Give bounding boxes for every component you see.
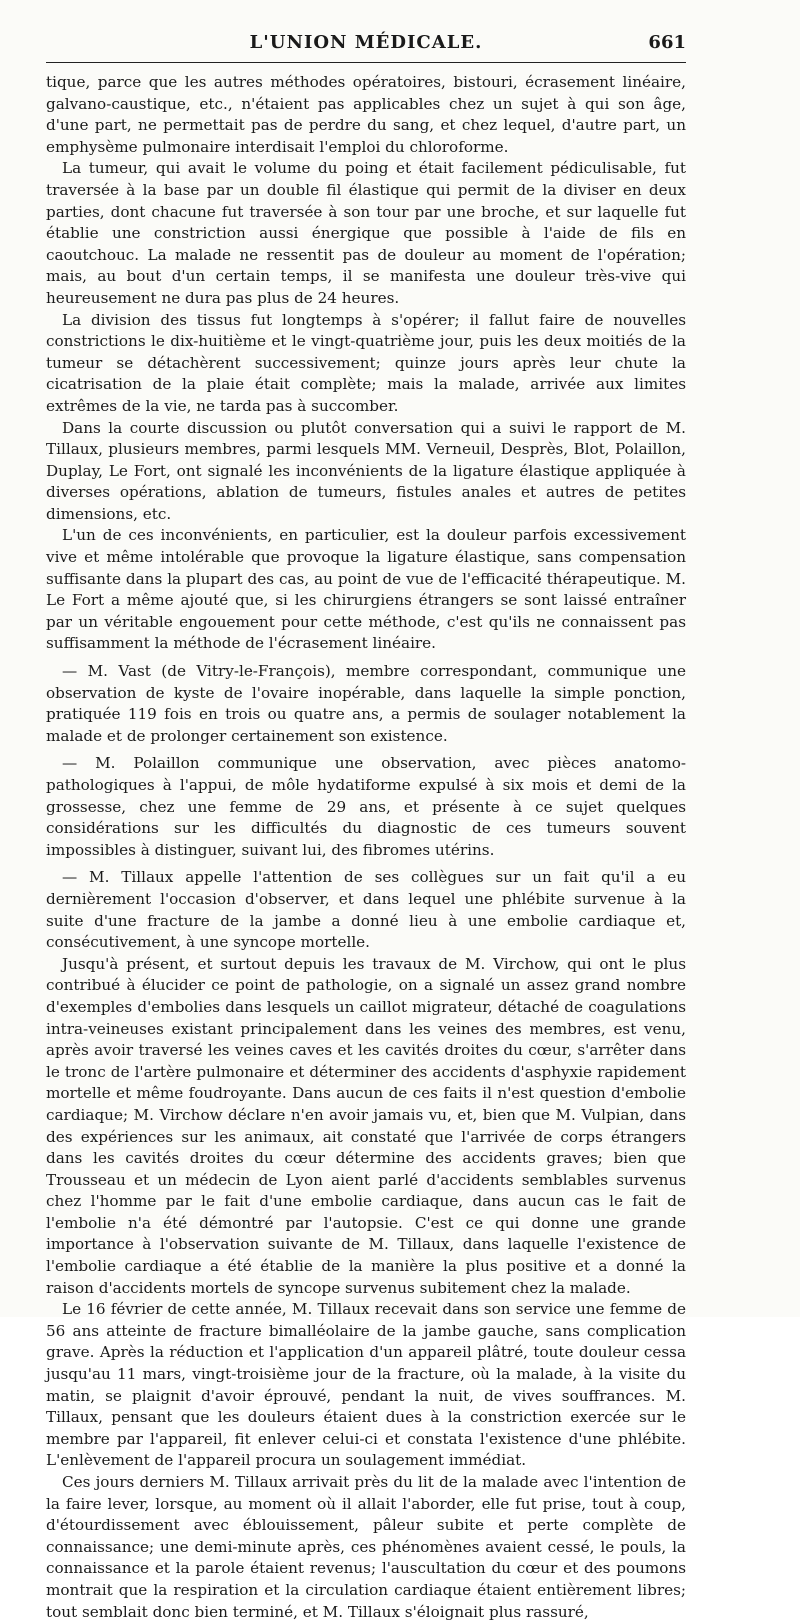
paragraph: Le 16 février de cette année, M. Tillaux recevait dans son service une femme de 56 ans atteinte de fracture bimalléolaire de la jambe gauche, sans complication grave. Après la réduction et l'application d'un appareil plâtré, toute douleur cessa jusqu'au 11 mars, vingt-troisième jour de la fracture, où la malade, à la visite du matin, se plaignit d'avoir éprouvé, pendant la nuit, de vives souffrances. M. Tillaux, pensant que les douleurs étaient dues à la constriction exercée sur le membre par l'appareil, fit enlever celui-ci et constata l'existence d'une phlébite. L'enlèvement de l'appareil procura un soulagement immédiat. — [46, 1300, 686, 1470]
paragraph: Dans la courte discussion ou plutôt conversation qui a suivi le rapport de M. Tillaux, plusieurs membres, parmi lesquels MM. Verneuil, Desprès, Blot, Polaillon, Duplay, Le Fort, ont signalé les inconvénients de la ligature élastique appliquée à diverses opérations, ablation de tumeurs, fistules anales et autres de petites dimensions, etc. — [46, 418, 686, 523]
page-header — [46, 26, 686, 63]
paragraph: — M. Tillaux appelle l'attention de ses collègues sur un fait qu'il a eu dernièrement l'occasion d'observer, et dans lequel une phlébite survenue à la suite d'une fracture de la jambe a donné lieu à une embolie cardiaque et, consécutivement, à une syncope mortelle. — [46, 868, 686, 952]
article-body — [46, 72, 686, 1623]
paragraph: Jusqu'à présent, et surtout depuis les travaux de M. Virchow, qui ont le plus contribué à élucider ce point de pathologie, on a signalé un assez grand nombre d'exemples d'embolies dans lesquels un caillot migrateur, détaché de coagulations intra-veineuses existant principalement dans les veines des membres, est venu, après avoir traversé les veines caves et les cavités droites du cœur, s'arrêter dans le tronc de l'artère pulmonaire et déterminer des accidents d'asphyxie rapidement mortelle et même foudroyante. Dans aucun de ces faits il n'est question d'embolie cardiaque; M. Virchow déclare n'en avoir jamais vu, et, bien que M. Vulpian, dans des expériences sur les animaux, ait constaté que l'arrivée de corps étrangers dans les cavités droites du cœur détermine des accidents graves; bien que Trousseau et un médecin de Lyon aient parlé d'accidents semblables survenus chez l'homme par le fait d'une embolie cardiaque, dans aucun cas le fait de l'embolie n'a été démontré par l'autopsie. C'est ce qui donne une grande importance à l'observation suivante de M. Tillaux, dans laquelle l'existence de l'embolie cardiaque a été établie de la manière la plus positive et a donné la raison d'accidents mortels de syncope survenus subitement chez la malade. — [46, 954, 686, 1297]
paragraph: Ces jours derniers M. Tillaux arrivait près du lit de la malade avec l'intention de la faire lever, lorsque, au moment où il allait l'aborder, elle fut prise, tout à coup, d'étourdissement avec éblouissement, pâleur subite et perte complète de connaissance; une demi-minute après, ces phénomènes avaient cessé, le pouls, la connaissance et la parole étaient revenus; l'auscultation du cœur et des poumons montrait que la respiration et la circulation cardiaque étaient entièrement libres; tout semblait donc bien terminé, et M. Tillaux s'éloignait plus rassuré, — [46, 1473, 686, 1621]
paragraph: La division des tissus fut longtemps à s'opérer; il fallut faire de nouvelles constrictions le dix-huitième et le vingt-quatrième jour, puis les deux moitiés de la tumeur se détachèrent successivement; quinze jours après leur chute la cicatrisation de la plaie était complète; mais la malade, arrivée aux limites extrêmes de la vie, ne tarda pas à succomber. — [46, 310, 686, 415]
paragraph: — M. Vast (de Vitry-le-François), membre correspondant, communique une observation de kyste de l'ovaire inopérable, dans laquelle la simple ponction, pratiquée 119 fois en trois ou quatre ans, a permis de soulager notablement la malade et de prolonger certainement son existence. — [46, 662, 686, 745]
paragraph: La tumeur, qui avait le volume du poing et était facilement pédiculisable, fut traversée à la base par un double fil élastique qui permit de la diviser en deux parties, dont chacune fut traversée à son tour par une broche, et sur laquelle fut établie une constriction aussi énergique que possible à l'aide de fils en caoutchouc. La malade ne ressentit pas de douleur au moment de l'opération; mais, au bout d'un certain temps, il se manifesta une douleur très-vive qui heureusement ne dura pas plus de 24 heures. — [46, 159, 686, 307]
paragraph: tique, parce que les autres méthodes opératoires, bistouri, écrasement linéaire, galvano-caustique, etc., n'étaient pas applicables chez un sujet à qui son âge, d'une part, ne permettait pas de perdre du sang, et chez lequel, d'autre part, un emphysème pulmonaire interdisait l'emploi du chloroforme. — [46, 73, 686, 156]
paragraph: — M. Polaillon communique une observation, avec pièces anatomo-pathologiques à l'appui, de môle hydatiforme expulsé à six mois et demi de la grossesse, chez une femme de 29 ans, et présente à ce sujet quelques considérations sur les difficultés du diagnostic de ces tumeurs souvent impossibles à distinguer, suivant lui, des fibromes utérins. — [46, 754, 686, 859]
page-number: 661 — [648, 32, 686, 53]
running-title: L'UNION MÉDICALE. — [249, 32, 483, 53]
paragraph: L'un de ces inconvénients, en particulier, est la douleur parfois excessivement vive et même intolérable que provoque la ligature élastique, sans compensation suffisante dans la plupart des cas, au point de vue de l'efficacité thérapeutique. M. Le Fort a même ajouté que, si les chirurgiens étrangers se sont laissé entraîner par un véritable engouement pour cette méthode, c'est qu'ils ne connaissent pas suffisamment la méthode de l'écrasement linéaire. — [46, 526, 686, 653]
